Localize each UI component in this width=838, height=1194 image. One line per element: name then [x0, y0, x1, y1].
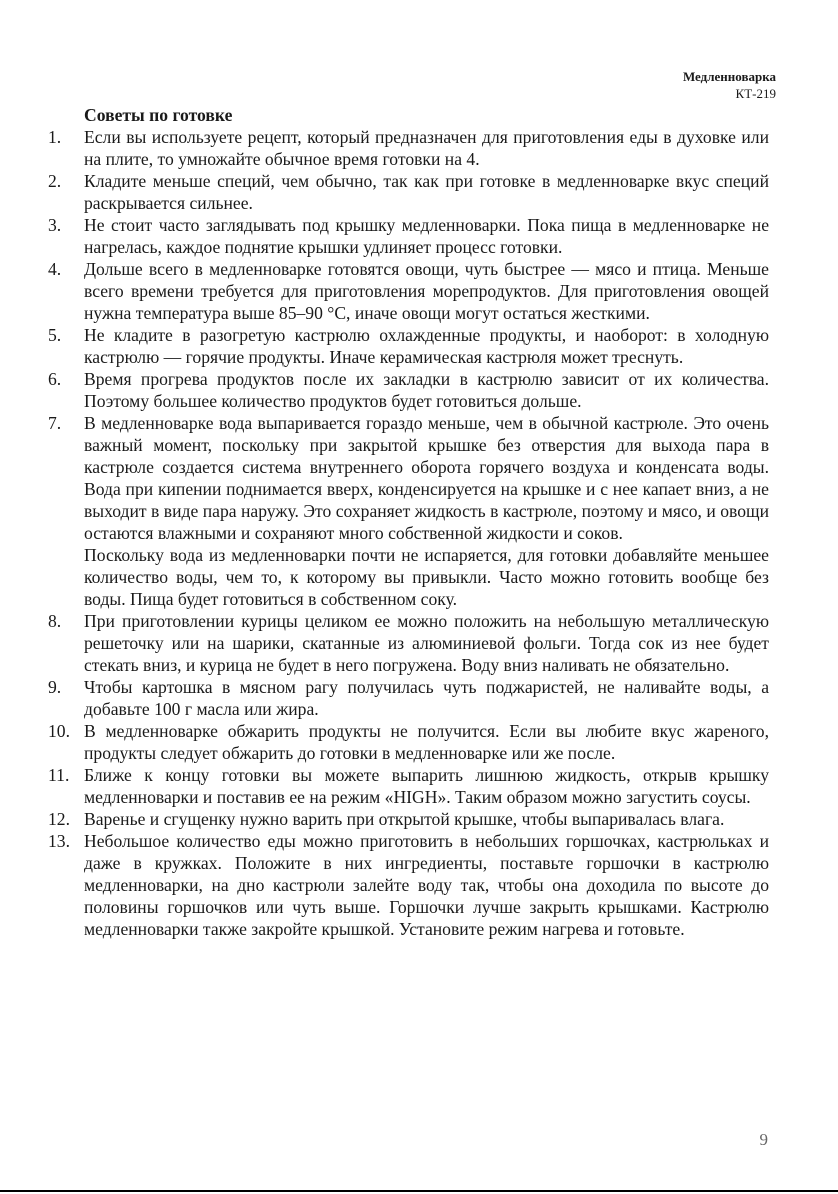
tip-item [48, 258, 769, 324]
tip-paragraph: Кладите меньше специй, чем обычно, так как при готовке в медленноварке вкус специй раскрывается сильнее. [84, 171, 769, 213]
tip-body [84, 676, 769, 720]
tip-item [48, 764, 769, 808]
tip-body [84, 610, 769, 676]
tip-paragraph: Поскольку вода из медленноварки почти не испаряется, для готовки добавляйте меньшее количество воды, чем то, к которому вы привыкли. Часто можно готовить вообще без воды. Пища будет готовиться в собственном соку. [84, 545, 769, 609]
tip-item [48, 126, 769, 170]
tip-item [48, 368, 769, 412]
tip-item [48, 610, 769, 676]
tip-number: 3. [48, 215, 62, 235]
tip-item [48, 412, 769, 610]
tip-number: 10. [48, 721, 70, 741]
page-number: 9 [759, 1130, 768, 1149]
tip-item [48, 830, 769, 940]
tip-item [48, 676, 769, 720]
tip-number: 4. [48, 259, 62, 279]
tip-number: 2. [48, 171, 62, 191]
tip-number: 13. [48, 831, 70, 851]
bottom-rule [0, 1190, 838, 1192]
tip-number: 9. [48, 677, 62, 697]
page-content [48, 104, 769, 940]
tip-number: 6. [48, 369, 62, 389]
tip-body [84, 764, 769, 808]
tip-paragraph: Не стоит часто заглядывать под крышку медленноварки. Пока пища в медленноварке не нагрелась, каждое поднятие крышки удлиняет процесс готовки. [84, 215, 769, 257]
tip-body [84, 126, 769, 170]
tip-paragraph: В медленноварке обжарить продукты не получится. Если вы любите вкус жареного, продукты следует обжарить до готовки в медленноварке или же после. [84, 721, 769, 763]
tip-body [84, 412, 769, 610]
tip-paragraph: Небольшое количество еды можно приготовить в небольших горшочках, кастрюльках и даже в кружках. Положите в них ингредиенты, поставьте горшочки в кастрюлю медленноварки, на дно кастрюли залейте воду так, чтобы она доходила по высоте до половины горшочков или чуть выше. Горшочки лучше закрыть крышками. Кастрюлю медленноварки также закройте крышкой. Установите режим нагрева и готовьте. [84, 831, 769, 939]
tip-number: 7. [48, 413, 62, 433]
running-header [683, 68, 776, 102]
tip-item [48, 324, 769, 368]
tip-item [48, 214, 769, 258]
tip-item [48, 170, 769, 214]
tip-number: 11. [48, 765, 70, 785]
tip-paragraph: Ближе к концу готовки вы можете выпарить лишнюю жидкость, открыв крышку медленноварки и поставив ее на режим «HIGH». Таким образом можно загустить соусы. [84, 765, 769, 807]
tip-body [84, 368, 769, 412]
tip-body [84, 830, 769, 940]
tip-number: 8. [48, 611, 62, 631]
tip-body [84, 214, 769, 258]
tip-paragraph: Дольше всего в медленноварке готовятся овощи, чуть быстрее — мясо и птица. Меньше всего времени требуется для приготовления морепродуктов. Для приготовления овощей нужна температура выше 85–90 °C, иначе овощи могут остаться жесткими. [84, 259, 769, 323]
section-title: Советы по готовке [84, 105, 233, 125]
tip-item [48, 720, 769, 764]
tip-number: 1. [48, 127, 62, 147]
tip-number: 5. [48, 325, 62, 345]
tip-paragraph: Время прогрева продуктов после их закладки в кастрюлю зависит от их количества. Поэтому большее количество продуктов будет готовиться дольше. [84, 369, 769, 411]
tip-paragraph: Варенье и сгущенку нужно варить при открытой крышке, чтобы выпаривалась влага. [84, 809, 725, 829]
tip-item [48, 808, 769, 830]
tip-paragraph: При приготовлении курицы целиком ее можно положить на небольшую металлическую решеточку или на шарики, скатанные из алюминиевой фольги. Тогда сок из нее будет стекать вниз, и курица не будет в него погружена. Воду вниз наливать не обязательно. [84, 611, 769, 675]
tip-paragraph: Не кладите в разогретую кастрюлю охлажденные продукты, и наоборот: в холодную кастрюлю — горячие продукты. Иначе керамическая кастрюля может треснуть. [84, 325, 769, 367]
tip-paragraph: Если вы используете рецепт, который предназначен для приготовления еды в духовке или на плите, то умножайте обычное время готовки на 4. [84, 127, 769, 169]
tip-body [84, 258, 769, 324]
tip-paragraph: Чтобы картошка в мясном рагу получилась чуть поджаристей, не наливайте воды, а добавьте 100 г масла или жира. [84, 677, 769, 719]
product-name: Медленноварка [682, 69, 776, 84]
model-number: КТ-219 [735, 86, 776, 101]
tip-number: 12. [48, 809, 70, 829]
tip-paragraph: В медленноварке вода выпаривается гораздо меньше, чем в обычной кастрюле. Это очень важный момент, поскольку при закрытой крышке без отверстия для выхода пара в кастрюле создается система внутреннего оборота горячего воздуха и конденсата воды. Вода при кипении поднимается вверх, конденсируется на крышке и с нее капает вниз, а не выходит в виде пара наружу. Это сохраняет жидкость в кастрюле, поэтому и мясо, и овощи остаются влажными и сохраняют много собственной жидкости и соков. [84, 413, 769, 543]
tip-body [84, 170, 769, 214]
tip-body [84, 324, 769, 368]
tip-body [84, 808, 769, 830]
tip-body [84, 720, 769, 764]
tips-list [48, 126, 769, 940]
